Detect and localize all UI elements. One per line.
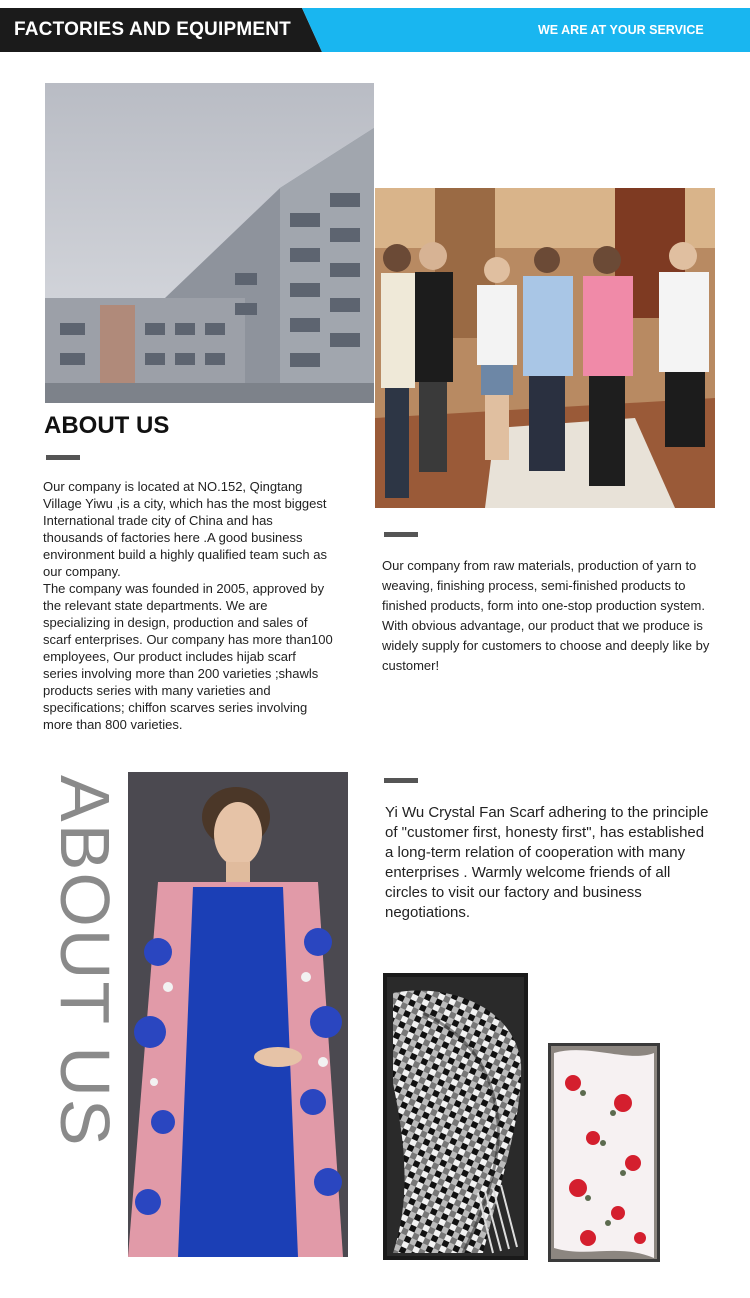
production-divider	[384, 532, 418, 537]
floral-scarf-photo	[548, 1043, 660, 1262]
page-subtitle: WE ARE AT YOUR SERVICE	[538, 23, 704, 37]
page-title: FACTORIES AND EQUIPMENT	[14, 19, 291, 40]
about-heading: ABOUT US	[44, 412, 170, 439]
production-text: Our company from raw materials, production of yarn to weaving, finishing process, semi-finished products to finished products, form into one-stop production system. With obvious advantage, our product that we produce is widely supply for customers to choose and deeply like by customer!	[382, 558, 710, 673]
about-intro-paragraph-2: The company was founded in 2005, approved by the relevant state departments. We are specializing in design, production and sales of scarf enterprises. Our company has more than100 employees, Our product includes hijab scarf series involving more than 200 varieties ;shawls products series with many varieties and specifications; chiffon scarves series involving more than 800 varieties.	[43, 581, 333, 732]
model-scarf-photo	[128, 772, 348, 1257]
team-group-photo	[375, 188, 715, 508]
about-intro-text	[43, 478, 333, 733]
about-intro-paragraph-1: Our company is located at NO.152, Qingtang Village Yiwu ,is a city, which has the most biggest International trade city of China and has thousands of factories here .A good business environment build a highly qualified team such as our company.	[43, 479, 328, 579]
closing-divider	[384, 778, 418, 783]
factory-building-photo	[45, 83, 374, 403]
closing-text: Yi Wu Crystal Fan Scarf adhering to the principle of "customer first, honesty first", has established a long-term relation of cooperation with many enterprises . Warmly welcome friends of all circles to visit our factory and business negotiations.	[385, 804, 709, 921]
vertical-about-title: ABOUT US	[46, 775, 124, 1148]
checked-scarf-photo	[383, 973, 528, 1260]
heading-divider	[46, 455, 80, 460]
